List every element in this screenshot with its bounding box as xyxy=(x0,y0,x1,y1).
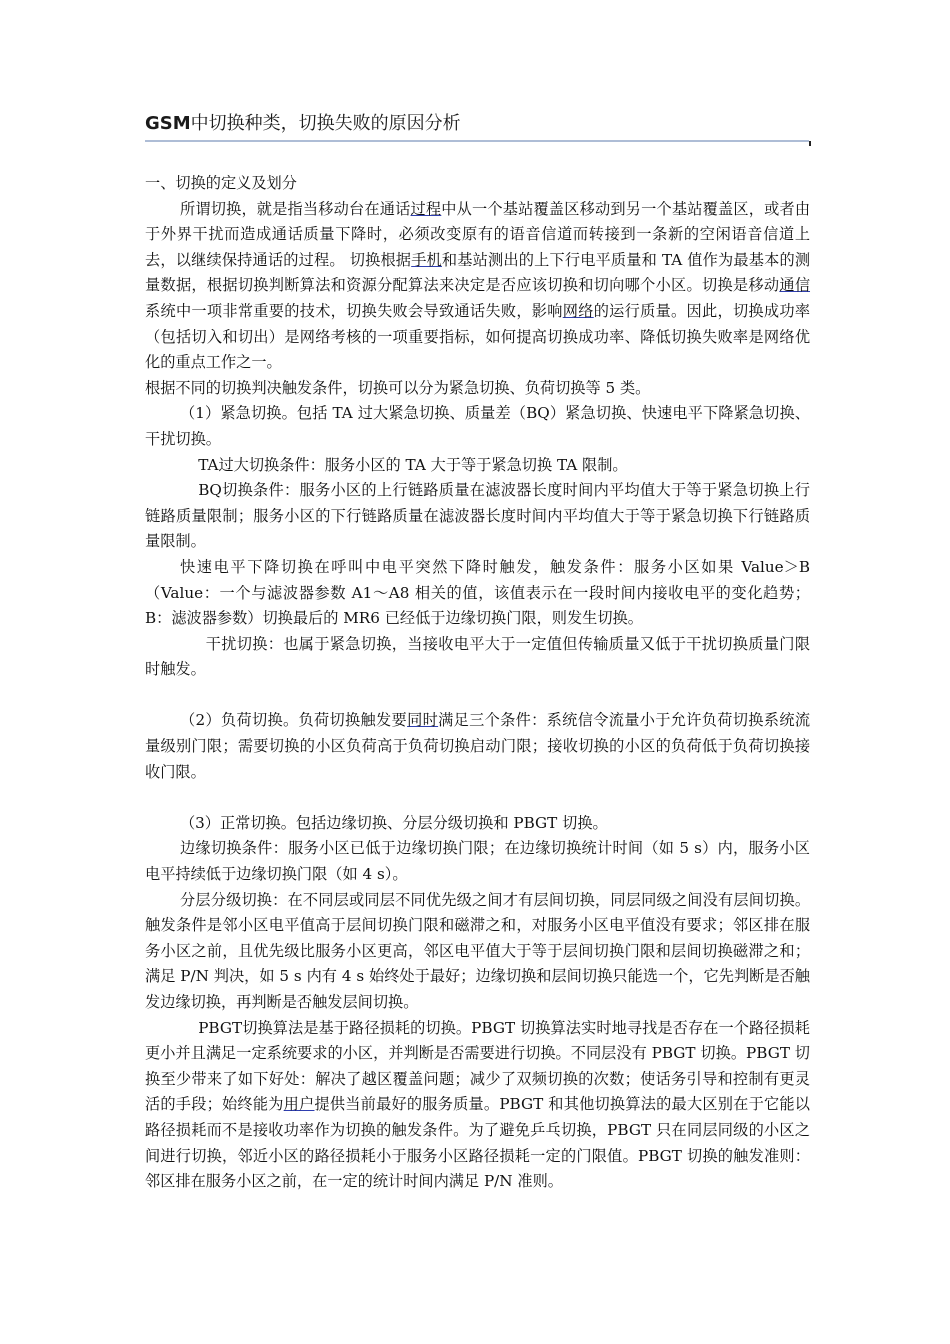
text-run: 所谓切换，就是指当移动台在通话 xyxy=(179,199,411,218)
paragraph-ta: TA过大切换条件：服务小区的 TA 大于等于紧急切换 TA 限制。 xyxy=(198,455,628,474)
title-text: 中切换种类，切换失败的原因分析 xyxy=(190,113,461,134)
text-run: 提供当前最好的服务质量。PBGT 和其他切换算法的最大区别在于它能以路径损耗而不是接收功率作为切换的触发条件。为了避免乒乓切换，PBGT 只在同层同级的小区之间进行切换，邻近小区的路径损耗小于服务小区路径损耗一定的门限值。PBGT 切换的触发准则：邻区排在服务小区之前，在一定的统计时间内满足 P/N 准则。 xyxy=(145,1095,810,1191)
paragraph-fast-level: 快速电平下降切换在呼叫中电平突然下降时触发，触发条件：服务小区如果 Value＞B（Value：一个与滤波器参数 A1～A8 相关的值，该值表示在一段时间内接收电平的变化趋势；B：滤波器参数）切换最后的 MR6 已经低于边缘切换门限，则发生切换。 xyxy=(145,557,810,628)
text-run: 满足三个条件：系统信令流量小于允许负荷切换系统流量级别门限；需要切换的小区负荷高于负荷切换启动门限；接收切换的小区的负荷低于负荷切换接收门限。 xyxy=(145,711,811,781)
document-title xyxy=(145,109,461,135)
paragraph-classification: 根据不同的切换判决触发条件，切换可以分为紧急切换、负荷切换等 5 类。 xyxy=(145,378,651,397)
paragraph-normal: （3）正常切换。包括边缘切换、分层分级切换和 PBGT 切换。 xyxy=(179,813,608,832)
paragraph-load xyxy=(145,708,810,785)
paragraph-interference: 干扰切换：也属于紧急切换，当接收电平大于一定值但传输质量又低于干扰切换质量门限时触发。 xyxy=(145,634,810,679)
link-tongxin[interactable]: 通信 xyxy=(779,276,811,295)
section-heading: 一、切换的定义及划分 xyxy=(145,174,297,192)
link-tongshi[interactable]: 同时 xyxy=(407,711,439,730)
link-shouji[interactable]: 手机 xyxy=(411,250,442,269)
link-guocheng[interactable]: 过程 xyxy=(410,199,442,218)
title-underline xyxy=(145,140,809,142)
paragraph-emergency: （1）紧急切换。包括 TA 过大紧急切换、质量差（BQ）紧急切换、快速电平下降紧急切换、干扰切换。 xyxy=(145,404,810,448)
text-run: 系统中一项非常重要的技术，切换失败会导致通话失败，影响 xyxy=(145,301,563,320)
paragraph-pbgt xyxy=(145,1016,810,1195)
paragraph-bq: BQ切换条件：服务小区的上行链路质量在滤波器长度时间内平均值大于等于紧急切换上行链路质量限制；服务小区的下行链路质量在滤波器长度时间内平均值大于等于紧急切换下行链路质量限制。 xyxy=(145,481,810,551)
blank-line xyxy=(145,785,810,811)
title-gsm: GSM xyxy=(145,113,191,134)
paragraph-layer: 分层分级切换：在不同层或同层不同优先级之间才有层间切换，同层同级之间没有层间切换。触发条件是邻小区电平值高于层间切换门限和磁滞之和，对服务小区电平值没有要求；邻区排在服务小区之前，且优先级比服务小区更高，邻区电平值大于等于层间切换门限和层间切换磁滞之和；满足 P/N 判决，如 5 s 内有 4 s 始终处于最好；边缘切换和层间切换只能选一个，它先判断是否触发边缘切换，再判断是否触发层间切换。 xyxy=(145,890,810,1011)
link-wangluo[interactable]: 网络 xyxy=(562,301,594,320)
link-yonghu[interactable]: 用户 xyxy=(283,1095,315,1114)
paragraph-definition xyxy=(145,197,810,376)
text-run: 和基站测出的上下行电平质量和 TA 值作为最基本的测量数据，根据切换判断算法和资源分配算法来决定是否应该切换和切向哪个小区。切换是移动 xyxy=(145,250,811,295)
paragraph-edge: 边缘切换条件：服务小区已低于边缘切换门限；在边缘切换统计时间（如 5 s）内，服务小区电平持续低于边缘切换门限（如 4 s）。 xyxy=(145,839,810,884)
text-run: 的运行质量。因此，切换成功率（包括切入和切出）是网络考核的一项重要指标，如何提高切换成功率、降低切换失败率是网络优化的重点工作之一。 xyxy=(145,301,811,372)
blank-line xyxy=(145,683,810,709)
text-run: 中从一个基站覆盖区移动到另一个基站覆盖区，或者由于外界干扰而造成通话质量下降时，必须改变原有的语音信道而转接到一条新的空闲语音信道上去，以继续保持通话的过程。 切换根据 xyxy=(145,199,811,269)
text-run: （2）负荷切换。负荷切换触发要 xyxy=(179,711,408,730)
title-underline-tick xyxy=(809,141,811,146)
document-body xyxy=(145,171,810,1195)
text-run: PBGT切换算法是基于路径损耗的切换。PBGT 切换算法实时地寻找是否存在一个路径损耗更小并且满足一定系统要求的小区，并判断是否需要进行切换。不同层没有 PBGT 切换。PBGT 切换至少带来了如下好处：解决了越区覆盖问题；减少了双频切换的次数；使话务引导和控制有更灵活的手段；始终能为 xyxy=(145,1018,810,1114)
